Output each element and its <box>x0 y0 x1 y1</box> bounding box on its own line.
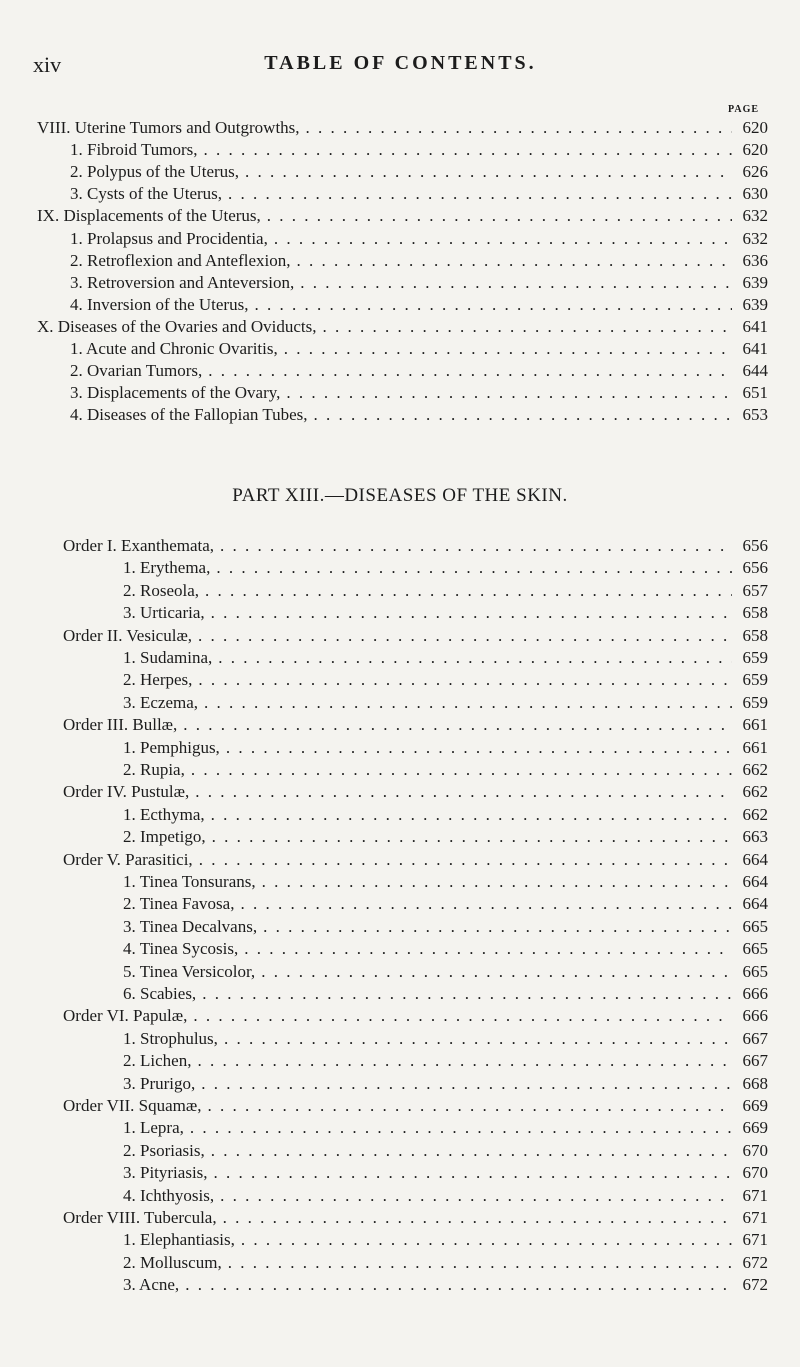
toc-entry-page: 632 <box>742 228 768 248</box>
toc-entry <box>37 205 768 227</box>
toc-entry-page: 656 <box>742 536 768 555</box>
toc-entry <box>123 1073 768 1095</box>
toc-entry-label: 2. Rupia, <box>123 760 185 779</box>
toc-entry-page: 665 <box>742 939 768 959</box>
dot-leader <box>217 1207 732 1229</box>
dot-leader <box>261 205 732 227</box>
toc-entry <box>123 983 768 1005</box>
toc-entry-page: 666 <box>742 984 768 1003</box>
dot-leader <box>191 1050 732 1072</box>
dot-leader <box>294 272 732 294</box>
toc-entry-page: 662 <box>742 782 768 802</box>
dot-leader <box>208 1162 732 1184</box>
toc-entry-page: 666 <box>742 1006 768 1026</box>
toc-entry <box>123 1274 768 1296</box>
toc-entry-page: 658 <box>742 625 768 645</box>
dot-leader <box>189 781 732 803</box>
dot-leader <box>268 228 732 250</box>
dot-leader <box>238 938 732 960</box>
toc-entry-label: X. Diseases of the Ovaries and Oviducts, <box>37 316 317 336</box>
toc-entry <box>123 804 768 826</box>
dot-leader <box>210 557 732 579</box>
toc-entry-label: 1. Fibroid Tumors, <box>70 140 198 160</box>
dot-leader <box>202 360 732 382</box>
dot-leader <box>239 161 732 183</box>
dot-leader <box>290 250 732 272</box>
dot-leader <box>317 316 733 338</box>
toc-entry <box>63 714 768 736</box>
toc-entry-label: 2. Impetigo, <box>123 827 206 847</box>
toc-entry <box>123 1140 768 1162</box>
toc-entry-page: 641 <box>742 339 768 358</box>
toc-entry-page: 620 <box>742 118 768 137</box>
toc-entry-page: 658 <box>742 603 768 623</box>
toc-entry-page: 664 <box>742 849 768 869</box>
dot-leader <box>255 961 732 983</box>
dot-leader <box>179 1274 732 1296</box>
toc-entry <box>123 1028 768 1050</box>
toc-entry-page: 671 <box>742 1208 768 1227</box>
dot-leader <box>280 382 732 404</box>
toc-entry-page: 672 <box>742 1275 768 1295</box>
toc-entry-page: 669 <box>742 1096 768 1115</box>
toc-entry-page: 639 <box>742 294 768 314</box>
dot-leader <box>205 602 732 624</box>
toc-entry-label: 2. Roseola, <box>123 580 200 600</box>
page-title: TABLE OF CONTENTS. <box>264 52 537 74</box>
toc-entry-label: 2. Ovarian Tumors, <box>70 361 203 381</box>
page-number: xiv <box>33 52 62 77</box>
toc-entry-page: 659 <box>742 692 768 712</box>
toc-entry-page: 670 <box>742 1163 768 1183</box>
dot-leader <box>308 404 732 426</box>
toc-entry-page: 659 <box>742 670 768 690</box>
dot-leader <box>278 338 732 360</box>
toc-entry-page: 626 <box>742 162 768 182</box>
toc-entry-page: 667 <box>742 1051 768 1071</box>
toc-entry-page: 670 <box>742 1140 768 1160</box>
toc-entry-label: 4. Inversion of the Uterus, <box>70 294 249 314</box>
dot-leader <box>206 826 732 848</box>
toc-entry <box>70 161 768 183</box>
toc-entry-label: Order VIII. Tubercula, <box>63 1208 217 1227</box>
toc-entry <box>123 669 768 691</box>
toc-entry-page: 636 <box>742 250 768 270</box>
toc-entry <box>63 1095 768 1117</box>
toc-entry-page: 620 <box>742 140 768 160</box>
toc-entry <box>63 535 768 557</box>
toc-entry-label: 1. Strophulus, <box>123 1028 218 1048</box>
dot-leader <box>218 1028 732 1050</box>
toc-entry-page: 667 <box>742 1028 768 1048</box>
toc-entry-label: 3. Eczema, <box>123 692 199 712</box>
toc-entry <box>123 1252 768 1274</box>
toc-entry-label: 2. Molluscum, <box>123 1252 222 1272</box>
toc-entry <box>63 625 768 647</box>
toc-entry-label: 2. Psoriasis, <box>123 1140 205 1160</box>
toc-entry-label: 2. Polypus of the Uterus, <box>70 162 240 182</box>
toc-entry-page: 668 <box>742 1073 768 1093</box>
toc-entry-label: Order II. Vesiculæ, <box>63 625 193 645</box>
dot-leader <box>256 871 732 893</box>
dot-leader <box>235 1229 732 1251</box>
toc-entry-label: 3. Pityriasis, <box>123 1163 208 1183</box>
toc-entry-label: 1. Pemphigus, <box>123 737 220 757</box>
dot-leader <box>177 714 732 736</box>
dot-leader <box>198 139 732 161</box>
toc-entry <box>70 338 768 360</box>
part-heading: PART XIII.—DISEASES OF THE SKIN. <box>232 485 568 506</box>
dot-leader <box>214 535 732 557</box>
dot-leader <box>187 1005 732 1027</box>
toc-entry <box>70 404 768 426</box>
toc-entry <box>123 692 768 714</box>
toc-entry-label: 1. Sudamina, <box>123 648 213 667</box>
toc-entry-label: 1. Acute and Chronic Ovaritis, <box>70 339 278 358</box>
toc-entry-page: 661 <box>742 715 768 735</box>
dot-leader <box>220 737 732 759</box>
toc-entry-label: 3. Displacements of the Ovary, <box>70 383 281 403</box>
toc-entry <box>123 961 768 983</box>
toc-entry-label: 1. Lepra, <box>123 1118 184 1138</box>
toc-entry <box>70 139 768 161</box>
toc-entry-label: 2. Herpes, <box>123 670 193 690</box>
toc-entry <box>123 602 768 624</box>
toc-entry-label: 3. Prurigo, <box>123 1073 196 1093</box>
dot-leader <box>205 1140 732 1162</box>
toc-entry-label: 4. Diseases of the Fallopian Tubes, <box>70 405 308 425</box>
toc-entry-page: 664 <box>742 894 768 914</box>
toc-entry <box>123 1050 768 1072</box>
toc-entry-label: 3. Cysts of the Uterus, <box>70 184 223 204</box>
dot-leader <box>196 983 732 1005</box>
dot-leader <box>185 759 732 781</box>
toc-entry <box>123 759 768 781</box>
toc-entry-page: 662 <box>742 804 768 824</box>
dot-leader <box>184 1117 732 1139</box>
toc-entry <box>37 117 768 139</box>
toc-entry-page: 669 <box>742 1118 768 1138</box>
toc-entry-page: 671 <box>742 1230 768 1250</box>
toc-entry-label: Order VII. Squamæ, <box>63 1096 202 1115</box>
toc-entry <box>63 1005 768 1027</box>
toc-entry-label: 2. Lichen, <box>123 1051 192 1071</box>
toc-entry-label: 2. Tinea Favosa, <box>123 894 235 914</box>
dot-leader <box>198 692 732 714</box>
toc-entry <box>70 272 768 294</box>
toc-entry <box>37 316 768 338</box>
dot-leader <box>222 183 732 205</box>
toc-entry <box>63 849 768 871</box>
dot-leader <box>300 117 732 139</box>
toc-entry-page: 662 <box>742 760 768 779</box>
toc-entry-page: 639 <box>742 272 768 292</box>
toc-entry-label: Order III. Bullæ, <box>63 715 178 735</box>
dot-leader <box>212 647 732 669</box>
toc-entry <box>123 1162 768 1184</box>
page-column-label: PAGE <box>728 104 760 115</box>
toc-entry-label: VIII. Uterine Tumors and Outgrowths, <box>37 118 300 137</box>
toc-entry-page: 659 <box>742 648 768 667</box>
toc-entry-label: 5. Tinea Versicolor, <box>123 961 256 981</box>
toc-entry <box>70 183 768 205</box>
toc-entry-label: 1. Tinea Tonsurans, <box>123 872 256 891</box>
dot-leader <box>193 849 732 871</box>
toc-entry-page: 664 <box>742 872 768 891</box>
toc-entry-page: 671 <box>742 1185 768 1205</box>
toc-entry <box>123 893 768 915</box>
toc-entry <box>123 871 768 893</box>
toc-entry-label: 1. Elephantiasis, <box>123 1230 235 1250</box>
dot-leader <box>214 1185 732 1207</box>
toc-entry-label: 4. Tinea Sycosis, <box>123 939 239 959</box>
toc-entry-page: 657 <box>742 580 768 600</box>
toc-entry <box>63 1207 768 1229</box>
toc-entry-label: 1. Prolapsus and Procidentia, <box>70 228 268 248</box>
toc-entry-page: 665 <box>742 961 768 981</box>
dot-leader <box>192 625 732 647</box>
toc-entry <box>123 938 768 960</box>
toc-entry-label: 6. Scabies, <box>123 984 197 1003</box>
toc-entry <box>123 557 768 579</box>
dot-leader <box>257 916 732 938</box>
toc-entry <box>123 916 768 938</box>
dot-leader <box>234 893 732 915</box>
toc-entry <box>123 737 768 759</box>
toc-entry-page: 632 <box>742 206 768 226</box>
page-header <box>33 52 768 80</box>
toc-entry-label: 1. Ecthyma, <box>123 804 205 824</box>
toc-entry-label: 3. Urticaria, <box>123 603 205 623</box>
toc-entry-label: 3. Retroversion and Anteversion, <box>70 272 295 292</box>
toc-entry-label: 2. Retroflexion and Anteflexion, <box>70 250 291 270</box>
toc-entry <box>123 826 768 848</box>
toc-entry-page: 672 <box>742 1252 768 1272</box>
toc-entry-label: Order IV. Pustulæ, <box>63 782 190 802</box>
dot-leader <box>192 669 732 691</box>
dot-leader <box>222 1252 732 1274</box>
toc-entry <box>70 294 768 316</box>
dot-leader <box>199 580 732 602</box>
toc-entry-label: 4. Ichthyosis, <box>123 1185 215 1205</box>
toc-entry <box>70 382 768 404</box>
toc-entry-page: 665 <box>742 916 768 936</box>
toc-entry-label: IX. Displacements of the Uterus, <box>37 206 261 226</box>
toc-entry-page: 661 <box>742 737 768 757</box>
toc-entry <box>123 647 768 669</box>
dot-leader <box>248 294 732 316</box>
dot-leader <box>205 804 732 826</box>
toc-entry <box>123 1229 768 1251</box>
toc-entry-page: 644 <box>742 361 768 381</box>
toc-entry-label: Order VI. Papulæ, <box>63 1006 188 1026</box>
toc-entry-label: Order I. Exanthemata, <box>63 536 215 555</box>
dot-leader <box>202 1095 733 1117</box>
toc-entry <box>123 580 768 602</box>
toc-entry-label: 1. Erythema, <box>123 558 211 578</box>
toc-entry <box>70 250 768 272</box>
toc-entry <box>63 781 768 803</box>
toc-entry <box>70 228 768 250</box>
toc-entry <box>70 360 768 382</box>
toc-entry <box>123 1185 768 1207</box>
toc-entry-page: 641 <box>742 316 768 336</box>
toc-entry-page: 653 <box>742 405 768 425</box>
dot-leader <box>195 1073 732 1095</box>
toc-entry <box>123 1117 768 1139</box>
toc-entry-page: 656 <box>742 558 768 578</box>
toc-entry-page: 630 <box>742 184 768 204</box>
toc-entry-label: 3. Acne, <box>123 1275 180 1295</box>
toc-entry-page: 651 <box>742 383 768 403</box>
toc-entry-label: Order V. Parasitici, <box>63 849 193 869</box>
toc-entry-page: 663 <box>742 827 768 847</box>
toc-entry-label: 3. Tinea Decalvans, <box>123 916 258 936</box>
